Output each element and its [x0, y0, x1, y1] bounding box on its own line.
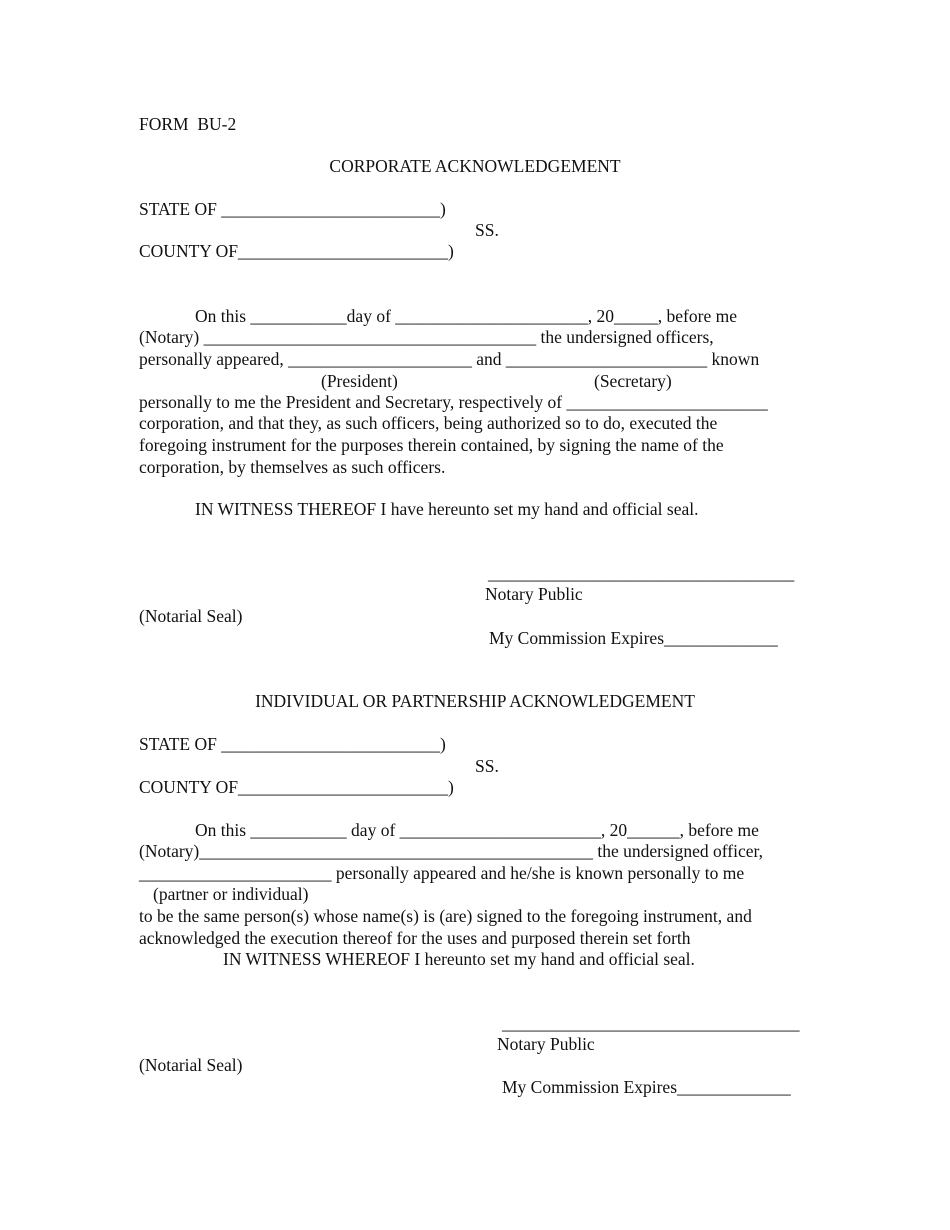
form-id: FORM BU-2 — [139, 114, 237, 134]
individual-body-line: On this ___________ day of _______________________, 20______, before me — [195, 820, 759, 840]
corporate-body-line: personally appeared, _____________________ and _______________________ known — [139, 349, 760, 369]
individual-heading: INDIVIDUAL OR PARTNERSHIP ACKNOWLEDGEMENT — [255, 691, 695, 711]
individual-commission-expires: My Commission Expires_____________ — [502, 1077, 791, 1097]
corporate-body-line: On this ___________day of ______________________, 20_____, before me — [195, 306, 737, 326]
individual-notarial-seal: (Notarial Seal) — [139, 1055, 243, 1075]
individual-body-line: (Notary)_____________________________________________ the undersigned officer, — [139, 841, 764, 861]
corporate-body-line: foregoing instrument for the purposes therein contained, by signing the name of the — [139, 435, 724, 455]
individual-ss: SS. — [475, 756, 499, 776]
corporate-notary-public: Notary Public — [485, 584, 583, 604]
corporate-body-line: (Notary) ______________________________________ the undersigned officers, — [139, 327, 714, 347]
individual-witness: IN WITNESS WHEREOF I hereunto set my hand and official seal. — [223, 949, 695, 969]
president-caption: (President) — [321, 371, 398, 391]
individual-body-line: acknowledged the execution thereof for the uses and purposed therein set forth — [139, 928, 691, 948]
corporate-heading: CORPORATE ACKNOWLEDGEMENT — [329, 156, 621, 176]
individual-county-line: COUNTY OF________________________) — [139, 777, 454, 797]
individual-body-line: to be the same person(s) whose name(s) is (are) signed to the foregoing instrument, and — [139, 906, 752, 926]
individual-body-line: ______________________ personally appeared and he/she is known personally to me — [139, 863, 745, 883]
partner-caption: (partner or individual) — [153, 884, 309, 904]
corporate-notarial-seal: (Notarial Seal) — [139, 606, 243, 626]
individual-state-line: STATE OF _________________________) — [139, 734, 446, 754]
individual-signature-line: __________________________________ — [502, 1013, 800, 1033]
corporate-commission-expires: My Commission Expires_____________ — [489, 628, 778, 648]
corporate-body-line: corporation, by themselves as such officers. — [139, 457, 446, 477]
corporate-county-line: COUNTY OF________________________) — [139, 241, 454, 261]
corporate-body-line: personally to me the President and Secretary, respectively of _______________________ — [139, 392, 768, 412]
corporate-witness: IN WITNESS THEREOF I have hereunto set my hand and official seal. — [195, 499, 699, 519]
secretary-caption: (Secretary) — [594, 371, 672, 391]
corporate-state-line: STATE OF _________________________) — [139, 199, 446, 219]
corporate-ss: SS. — [475, 220, 499, 240]
corporate-body-line: corporation, and that they, as such officers, being authorized so to do, executed the — [139, 413, 718, 433]
individual-notary-public: Notary Public — [497, 1034, 595, 1054]
corporate-signature-line: ___________________________________ — [488, 563, 795, 583]
